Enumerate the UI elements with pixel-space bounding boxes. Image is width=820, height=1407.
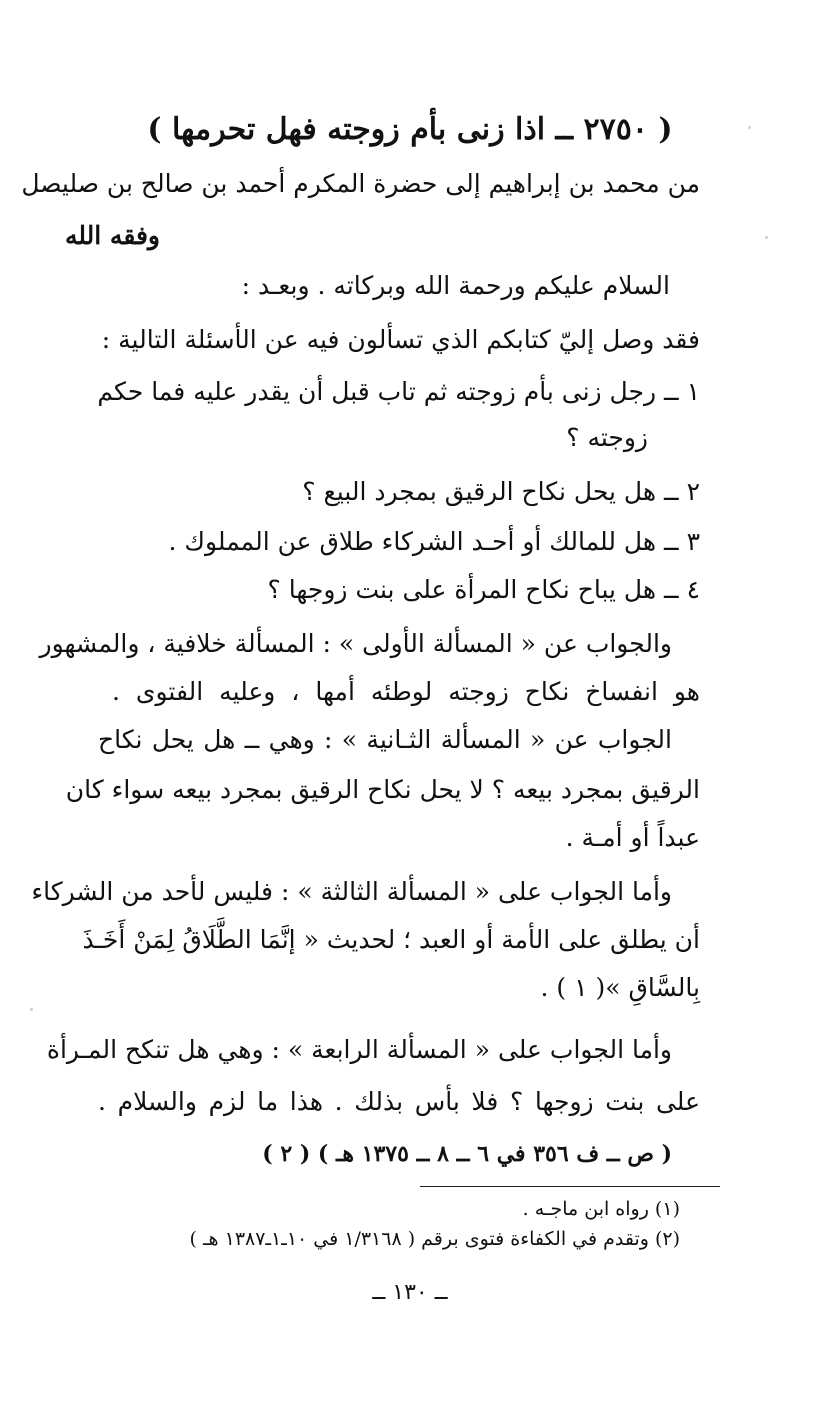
footnote-divider [420,1186,720,1187]
answer-4-line-1: وأما الجواب على « المسألة الرابعة » : وهي هل تنكح المـرأة [46,1035,672,1064]
intro-paragraph: فقد وصل إليّ كتابكم الذي تسألون فيه عن الأسئلة التالية : [101,325,700,354]
answer-3-line-3: بِالسَّاقِ »( ١ ) . [540,973,700,1002]
fatwa-title: ( ٢٧٥٠ ــ اذا زنى بأم زوجته فهل تحرمها ) [147,112,673,147]
question-4: ٤ ــ هل يباح نكاح المرأة على بنت زوجها ؟ [267,575,700,604]
answer-2-line-2: الرقيق بمجرد بيعه ؟ لا يحل نكاح الرقيق بمجرد بيعه سواء كان [65,775,700,804]
answer-3-line-1: وأما الجواب على « المسألة الثالثة » : فليس لأحد من الشركاء [31,877,672,906]
header-line-2: وفقه الله [64,221,160,250]
header-line-1: من محمد بن إبراهيم إلى حضرة المكرم أحمد بن صالح بن صليصل [21,169,700,198]
answer-3-line-2: أن يطلق على الأمة أو العبد ؛ لحديث « إنَّمَا الطَّلَاقُ لِمَنْ أَخَـذَ [82,925,700,954]
question-2: ٢ ــ هل يحل نكاح الرقيق بمجرد البيع ؟ [302,477,700,506]
answer-2-line-1: الجواب عن « المسألة الثـانية » : وهي ــ هل يحل نكاح [98,725,672,754]
answer-2-line-3: عبداً أو أمـة . [565,823,700,852]
question-3: ٣ ــ هل للمالك أو أحـد الشركاء طلاق عن المملوك . [168,527,700,556]
answer-1-line-2: هو انفساخ نكاح زوجته لوطئه أمها ، وعليه الفتوى . [112,677,700,706]
question-1-line-2: زوجته ؟ [566,423,648,452]
greeting: السلام عليكم ورحمة الله وبركاته . وبعـد : [241,271,670,300]
answer-4-line-2: على بنت زوجها ؟ فلا بأس بذلك . هذا ما لزم والسلام . [98,1087,700,1116]
paper-speck [30,1008,33,1011]
footnote-2: (٢) وتقدم في الكفاءة فتوى برقم ( ١/٣١٦٨ في ١٠ـ١ـ١٣٨٧ هـ ) [189,1228,680,1250]
answer-1-line-1: والجواب عن « المسألة الأولى » : المسألة خلافية ، والمشهور [39,629,672,658]
paper-speck [765,236,768,239]
footnote-1: (١) رواه ابن ماجـه . [522,1198,680,1220]
page-number: ــ ١٣٠ ــ [372,1280,448,1305]
paper-speck [748,126,751,129]
question-1-line-1: ١ ــ رجل زنى بأم زوجته ثم تاب قبل أن يقدر عليه فما حكم [97,377,700,406]
fatwa-reference: ( ص ــ ف ٣٥٦ في ٦ ــ ٨ ــ ١٣٧٥ هـ ) ( ٢ ) [262,1141,672,1167]
